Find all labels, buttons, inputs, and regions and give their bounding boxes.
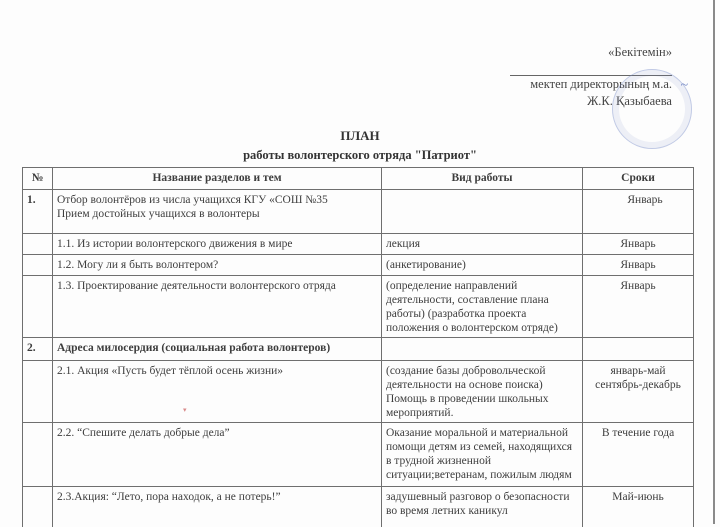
table-row (23, 338, 694, 361)
approval-block (452, 44, 688, 110)
row-topic: 1.3. Проектирование деятельности волонтерского отряда (53, 276, 382, 338)
row-number (23, 423, 53, 487)
signature: ~ (680, 78, 688, 93)
document-subtitle: работы волонтерского отряда "Патриот" (243, 148, 477, 162)
row-kind: задушевный разговор о безопасности во время летних каникул (382, 487, 583, 527)
row-date: Май-июнь (583, 487, 694, 527)
row-kind: (определение направлений деятельности, составление плана работы) (разработка проекта положения о волонтерском отряде) (382, 276, 583, 338)
table-row (23, 487, 694, 527)
table-row (23, 190, 694, 234)
row-topic: 1.2. Могу ли я быть волонтером? (53, 255, 382, 276)
table-row (23, 276, 694, 338)
row-date: В течение года (583, 423, 694, 487)
row-number (23, 361, 53, 423)
plan-table (22, 167, 694, 527)
table-row (23, 423, 694, 487)
table-header-row (23, 168, 694, 190)
row-date: Январь (583, 255, 694, 276)
table-row (23, 361, 694, 423)
row-topic: Отбор волонтёров из числа учащихся КГУ «СОШ №35 Прием достойных учащихся в волонтеры (53, 190, 382, 234)
row-number (23, 234, 53, 255)
approval-position: мектеп директорының м.а. (530, 77, 672, 91)
row-topic: 2.1. Акция «Пусть будет тёплой осень жизни» (53, 361, 382, 423)
row-topic: 1.1. Из истории волонтерского движения в мире (53, 234, 382, 255)
row-number: 1. (23, 190, 53, 234)
header-date: Сроки (583, 168, 694, 190)
row-number (23, 276, 53, 338)
row-date: Январь (583, 276, 694, 338)
row-kind: лекция (382, 234, 583, 255)
row-number (23, 255, 53, 276)
row-date: январь-май сентябрь-декабрь (583, 361, 694, 423)
header-kind: Вид работы (382, 168, 583, 190)
table-row (23, 255, 694, 276)
row-kind: Оказание моральной и материальной помощи детям из семей, находящихся в трудной жизненной ситуации;ветеранам, пожилым людям (382, 423, 583, 487)
row-kind: (анкетирование) (382, 255, 583, 276)
page-edge (713, 0, 715, 524)
row-date (583, 338, 694, 361)
scan-speck: ▾ (183, 406, 187, 414)
approval-name: Ж.К. Қазыбаева (587, 94, 672, 108)
document-title: ПЛАН (340, 128, 380, 143)
row-topic: 2.2. “Спешите делать добрые дела” (53, 423, 382, 487)
header-number: № (23, 168, 53, 190)
row-kind: (создание базы добровольческой деятельности на основе поиска) Помощь в проведении школьных мероприятий. (382, 361, 583, 423)
approval-heading: «Бекітемін» (608, 45, 672, 59)
row-topic: Адреса милосердия (социальная работа волонтеров) (53, 338, 382, 361)
row-topic: 2.3.Акция: “Лето, пора находок, а не потерь!” (53, 487, 382, 527)
header-topic: Название разделов и тем (53, 168, 382, 190)
row-kind (382, 338, 583, 361)
row-number (23, 487, 53, 527)
row-date: Январь (583, 234, 694, 255)
table-row (23, 234, 694, 255)
row-kind (382, 190, 583, 234)
row-number: 2. (23, 338, 53, 361)
row-date: Январь (583, 190, 694, 234)
